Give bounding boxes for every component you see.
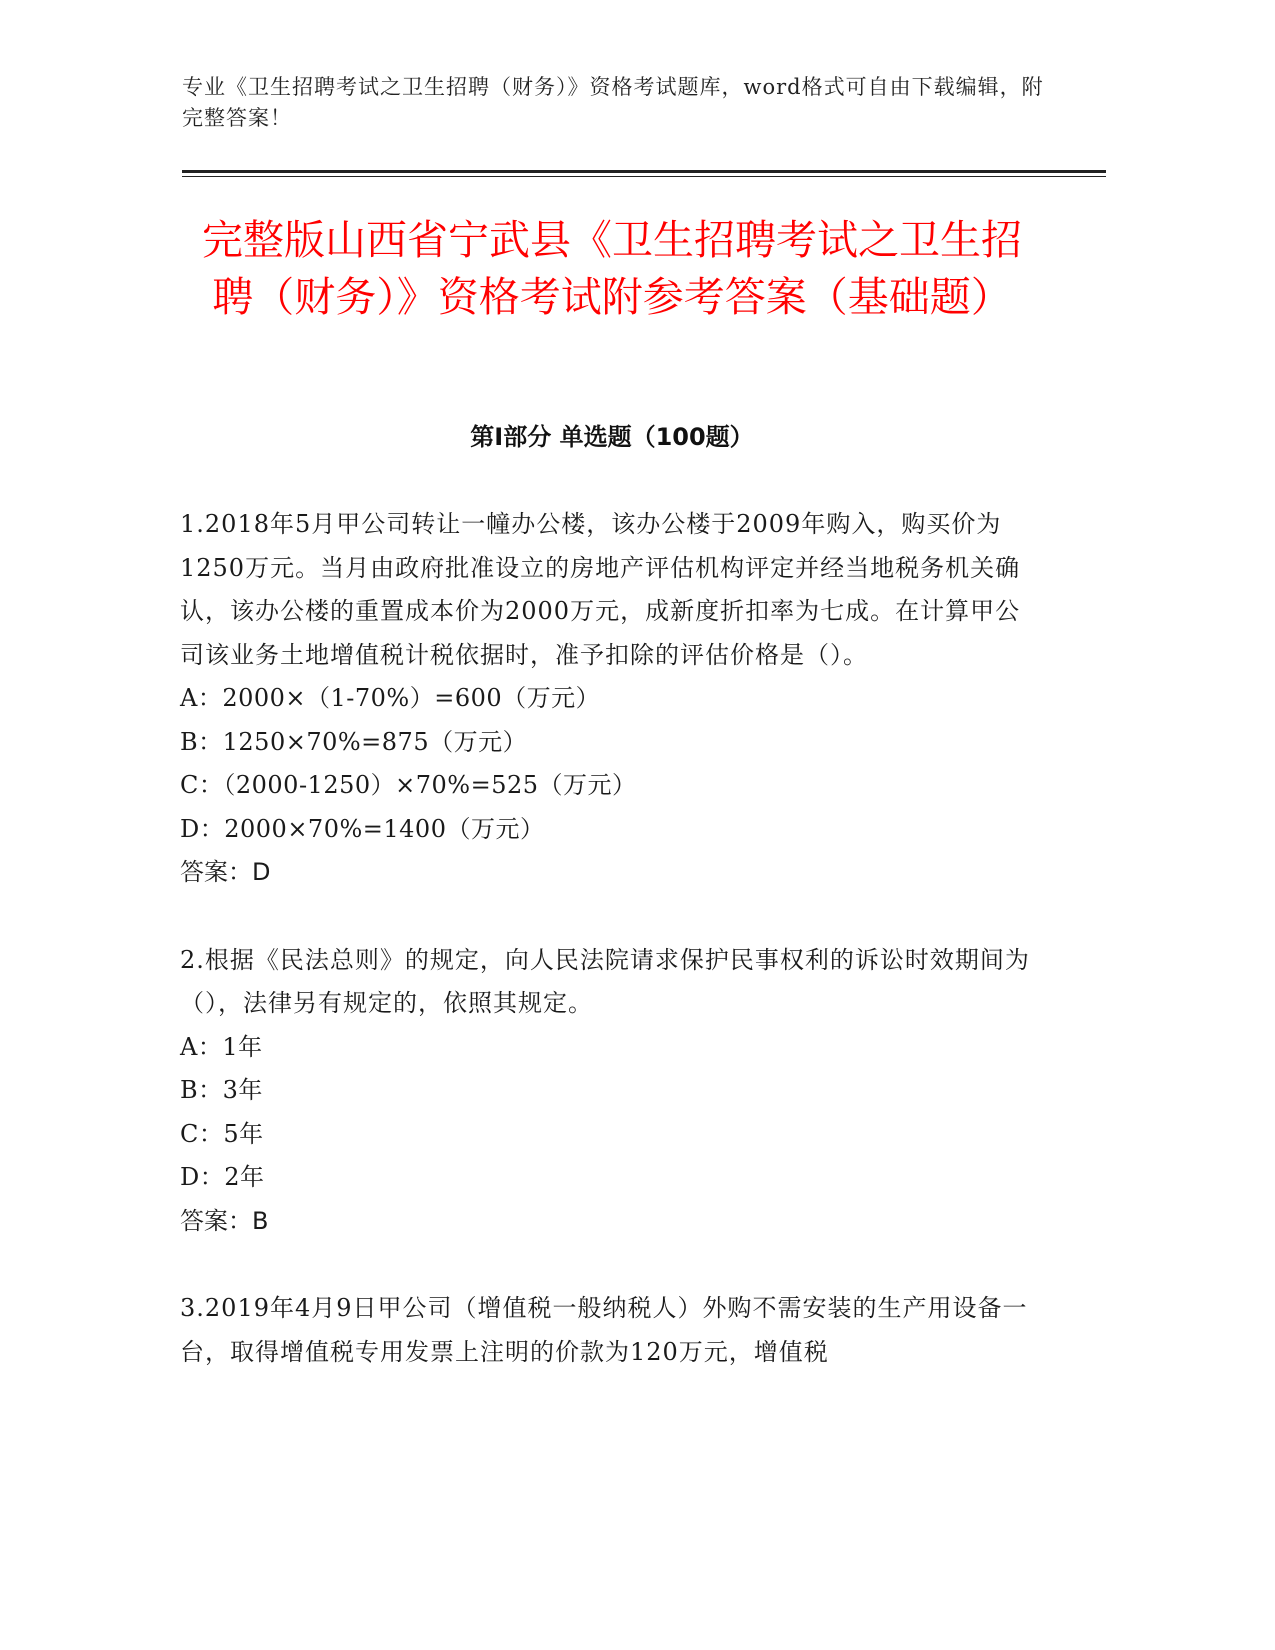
option-a: A：2000×（1-70%）=600（万元） [180, 684, 601, 712]
question-stem: 3.2019年4月9日甲公司（增值税一般纳税人）外购不需安装的生产用设备一台，取得增值税专用发票上注明的价款为120万元，增值税 [180, 1294, 1028, 1366]
answer: 答案：D [180, 858, 271, 886]
option-b: B：1250×70%=875（万元） [180, 727, 528, 756]
header-rule-thin [182, 176, 1106, 177]
question-1 [180, 503, 1042, 895]
answer: 答案：B [180, 1206, 269, 1235]
option-d: D：2年 [180, 1163, 265, 1191]
option-c: C：（2000-1250）×70%=525（万元） [180, 771, 637, 799]
option-a: A：1年 [180, 1032, 263, 1061]
document-title: 完整版山西省宁武县《卫生招聘考试之卫生招聘（财务）》资格考试附参考答案（基础题） [202, 216, 1022, 321]
question-stem: 1.2018年5月甲公司转让一幢办公楼，该办公楼于2009年购入，购买价为1250万元。当月由政府批准设立的房地产评估机构评定并经当地税务机关确认，该办公楼的重置成本价为2000万元，成新度折扣率为七成。在计算甲公司该业务土地增值税计税依据时，准予扣除的评估价格是（）。 [180, 510, 1021, 669]
question-3 [180, 1287, 1042, 1374]
header-rule-thick [182, 170, 1106, 173]
option-c: C：5年 [180, 1119, 264, 1148]
option-b: B：3年 [180, 1076, 263, 1104]
option-d: D：2000×70%=1400（万元） [180, 814, 545, 843]
header-note: 专业《卫生招聘考试之卫生招聘（财务）》资格考试题库，word格式可自由下载编辑，附完整答案！ [182, 75, 1044, 130]
question-stem: 2.根据《民法总则》的规定，向人民法院请求保护民事权利的诉讼时效期间为（），法律另有规定的，依照其规定。 [180, 945, 1030, 1017]
question-2 [180, 939, 1042, 1244]
question-list [180, 503, 1042, 1418]
section-title: 第Ⅰ部分 单选题（100题） [470, 423, 754, 451]
